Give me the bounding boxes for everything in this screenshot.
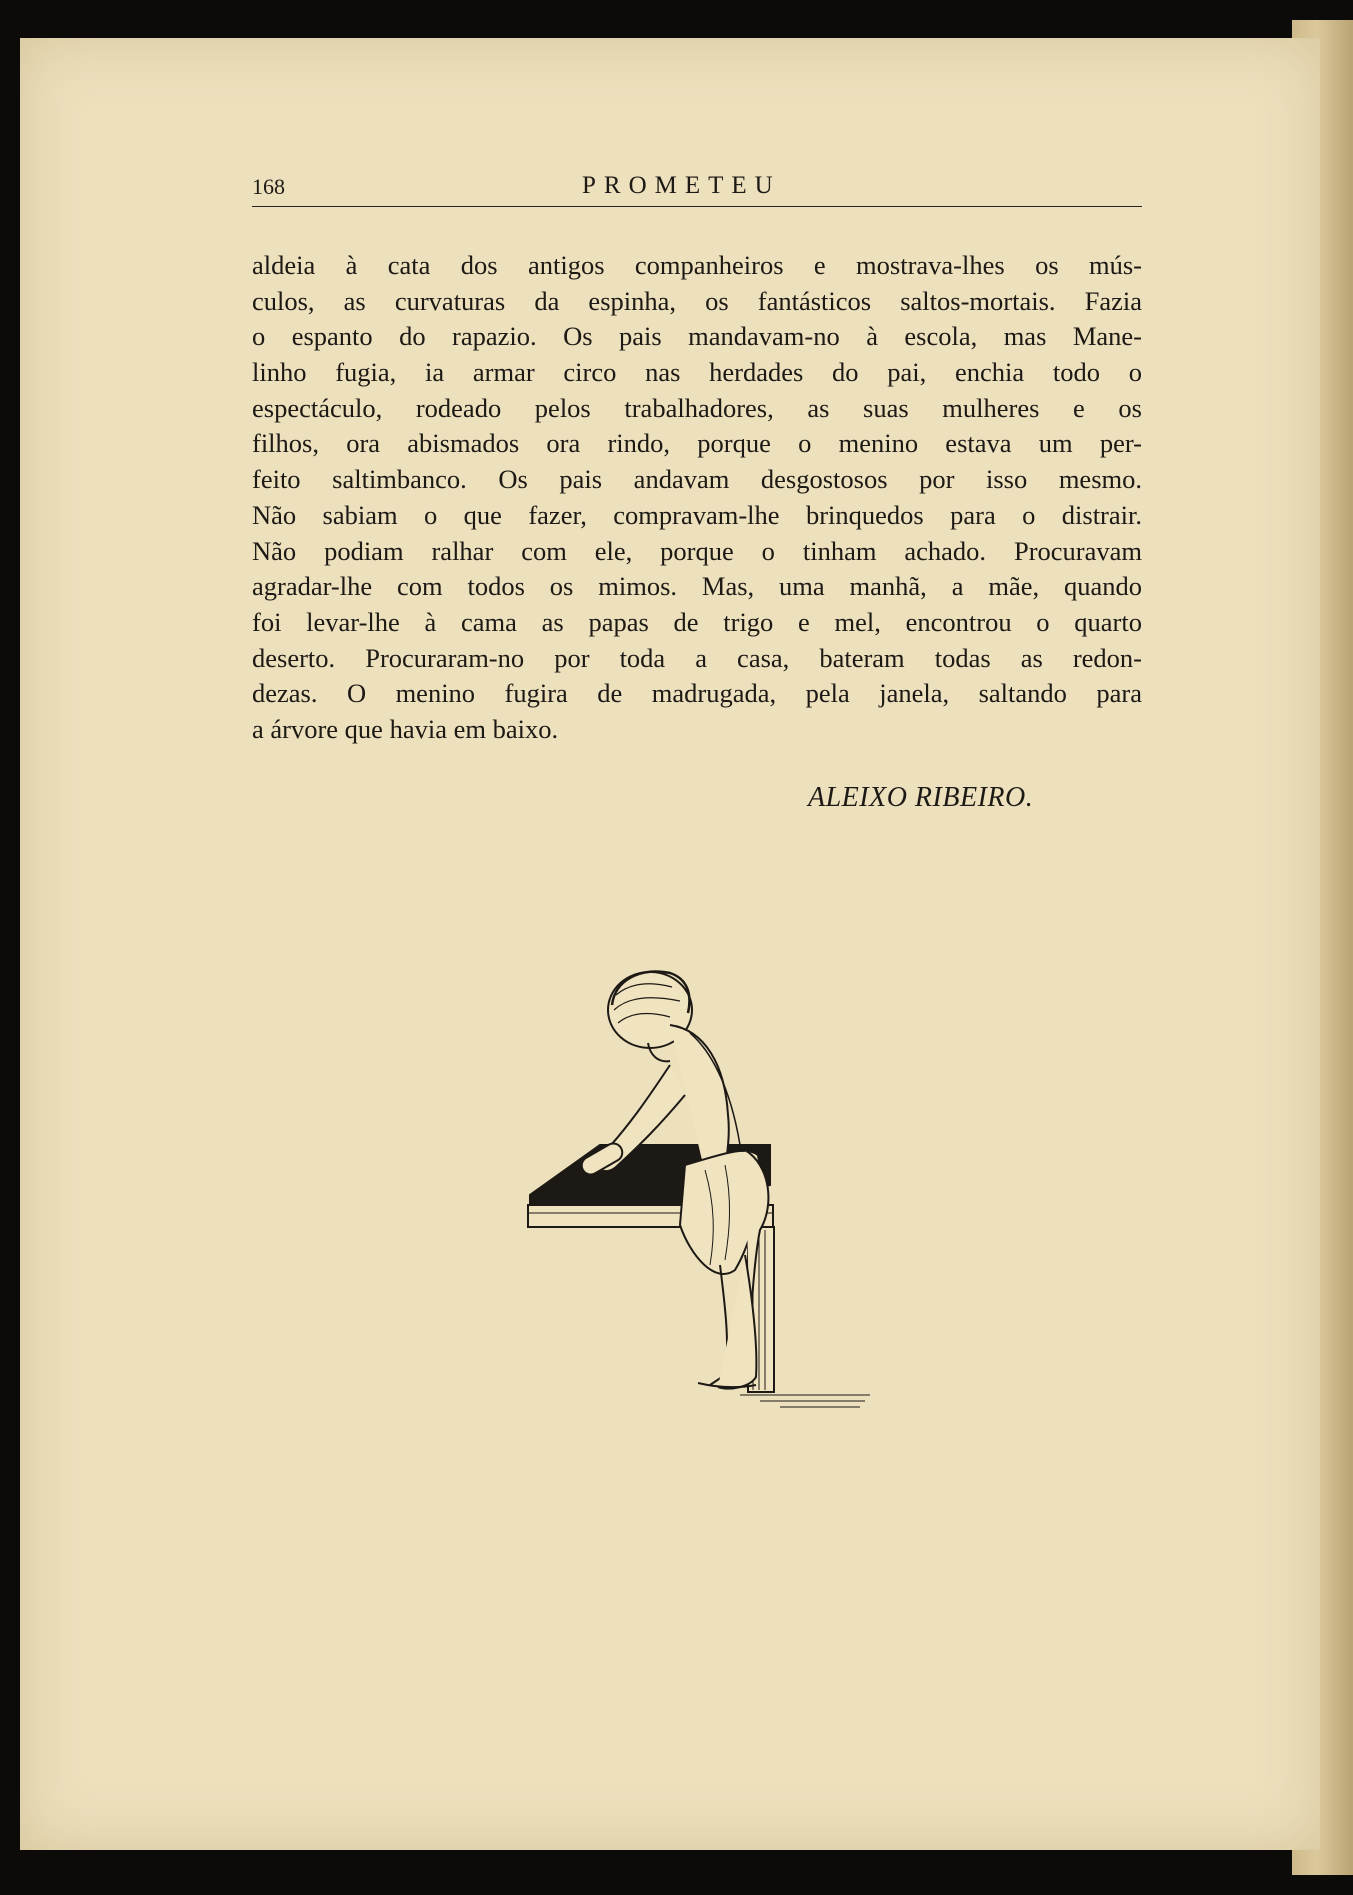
text-line: agradar-lhe com todos os mimos. Mas, uma manhã, a mãe, quando: [252, 571, 1142, 602]
author-signature: ALEIXO RIBEIRO.: [808, 782, 1034, 813]
text-line: o espanto do rapazio. Os pais mandavam-no à escola, mas Mane-: [252, 321, 1142, 352]
text-line: foi levar-lhe à cama as papas de trigo e mel, encontrou o quarto: [252, 606, 1142, 637]
text-line: dezas. O menino fugira de madrugada, pela janela, saltando para: [252, 678, 1142, 709]
article-text: [252, 248, 1142, 748]
text-line: filhos, ora abismados ora rindo, porque o menino estava um per-: [252, 428, 1142, 459]
child-at-table-engraving-icon: [520, 955, 880, 1415]
page-header: [252, 170, 1142, 207]
running-title: PROMETEU: [582, 172, 781, 199]
text-line: deserto. Procuraram-no por toda a casa, bateram todas as redon-: [252, 642, 1142, 673]
text-line: feito saltimbanco. Os pais andavam desgostosos por isso mesmo.: [252, 464, 1142, 495]
text-line: linho fugia, ia armar circo nas herdades do pai, enchia todo o: [252, 357, 1142, 388]
page-number: 168: [252, 174, 285, 199]
text-line: espectáculo, rodeado pelos trabalhadores, as suas mulheres e os: [252, 392, 1142, 423]
text-line: aldeia à cata dos antigos companheiros e mostrava-lhes os mús-: [252, 250, 1142, 280]
text-line: Não sabiam o que fazer, compravam-lhe brinquedos para o distrair.: [252, 499, 1142, 530]
text-line: Não podiam ralhar com ele, porque o tinham achado. Procuravam: [252, 535, 1142, 566]
text-line: culos, as curvaturas da espinha, os fantásticos saltos-mortais. Fazia: [252, 285, 1142, 316]
text-line: a árvore que havia em baixo.: [252, 713, 559, 744]
